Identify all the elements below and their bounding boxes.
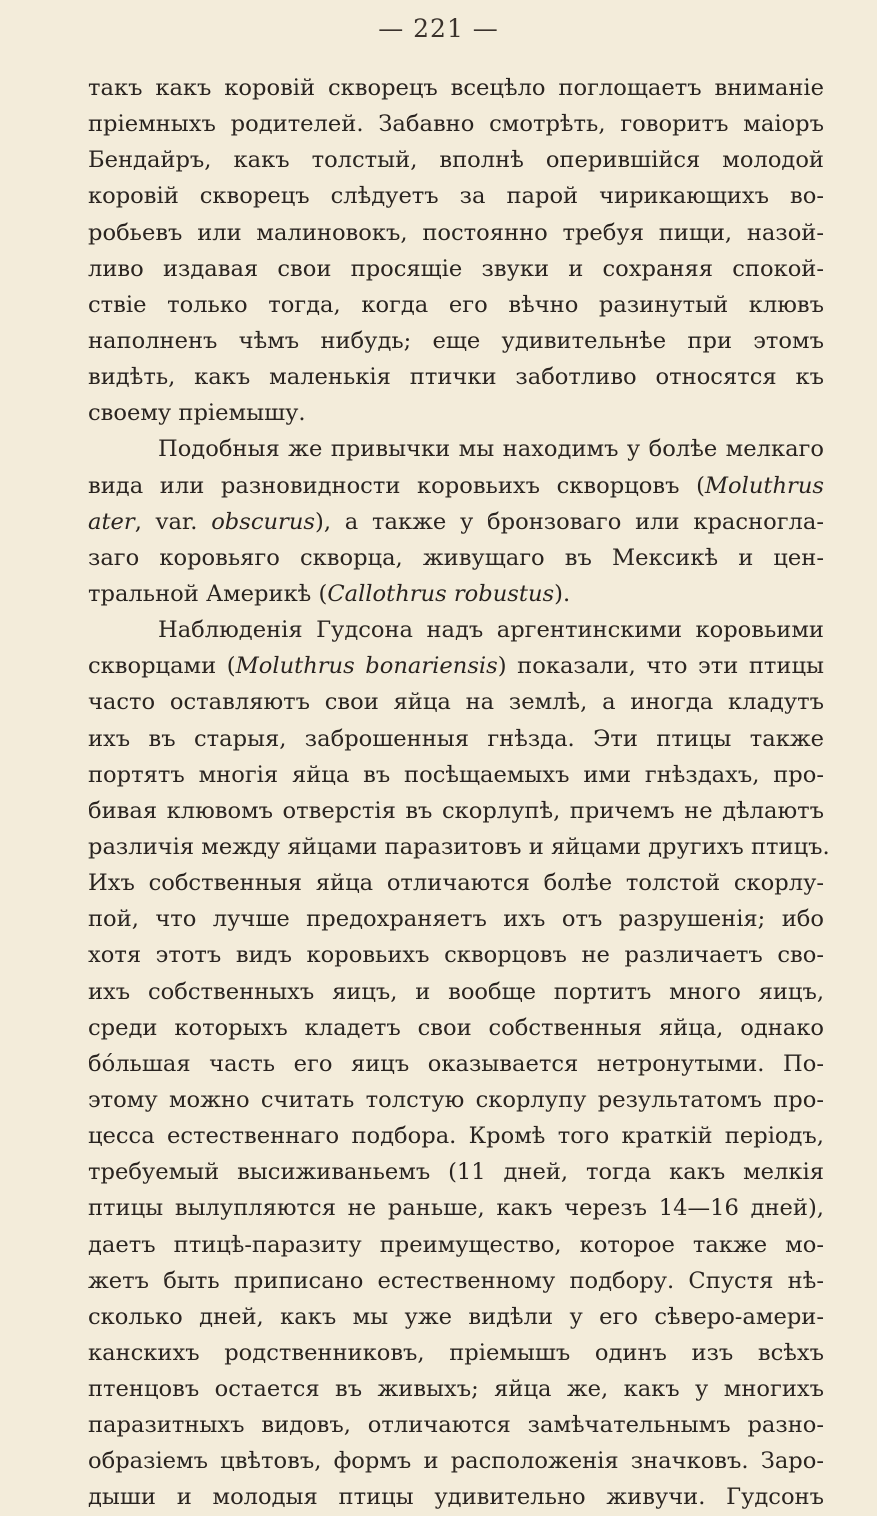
text-segment: различія между яйцами паразитовъ и яйцами другихъ птицъ.	[88, 833, 830, 860]
text-line	[88, 974, 824, 1010]
text-segment: птицы вылупляются не раньше, какъ черезъ 14—16 дней),	[88, 1195, 824, 1222]
text-segment: ствіе только тогда, когда его вѣчно разинутый клювъ	[88, 291, 824, 318]
text-line	[88, 648, 824, 684]
text-segment: своему пріемышу.	[88, 400, 306, 427]
text-segment: образіемъ цвѣтовъ, формъ и расположенія значковъ. Заро-	[88, 1448, 824, 1475]
text-segment: пріемныхъ родителей. Забавно смотрѣть, говоритъ маіоръ	[88, 111, 824, 138]
text-segment: требуемый высиживаньемъ (11 дней, тогда какъ мелкія	[88, 1159, 824, 1186]
text-line	[88, 937, 824, 973]
text-line	[88, 70, 824, 106]
text-segment: робьевъ или малиновокъ, постоянно требуя пищи, назой-	[88, 219, 824, 246]
text-line	[88, 251, 824, 287]
text-segment: , var.	[134, 508, 212, 535]
text-segment: цесса естественнаго подбора. Кромѣ того краткій періодъ,	[88, 1123, 824, 1150]
text-line	[88, 431, 824, 467]
italic-latin-name: Moluthrus	[704, 472, 824, 499]
text-segment: такъ какъ коровій скворецъ всецѣло поглощаетъ вниманіе	[88, 75, 824, 101]
text-segment: дыши и молодыя птицы удивительно живучи. Гудсонъ	[88, 1484, 824, 1511]
text-segment: ).	[554, 580, 571, 607]
text-line	[88, 1443, 824, 1479]
text-segment: Наблюденія Гудсона надъ аргентинскими коровьими	[158, 617, 824, 644]
text-segment: ), а также у бронзоваго или красногла-	[315, 508, 825, 535]
text-line	[88, 287, 824, 323]
text-line	[88, 1299, 824, 1335]
text-segment: этому можно считать толстую скорлупу результатомъ про-	[88, 1086, 824, 1113]
italic-latin-name: Moluthrus bonariensis	[235, 653, 498, 680]
text-segment: ливо издавая свои просящіе звуки и сохраняя спокой-	[88, 255, 824, 282]
text-line	[88, 1227, 824, 1263]
text-segment: Подобныя же привычки мы находимъ у болѣе мелкаго	[158, 436, 824, 463]
text-line	[88, 1407, 824, 1443]
text-line	[88, 395, 824, 431]
page-number: — 221 —	[378, 14, 499, 43]
text-line	[88, 576, 824, 612]
text-line	[88, 793, 824, 829]
text-line	[88, 468, 824, 504]
text-line	[88, 1046, 824, 1082]
text-line	[88, 359, 824, 395]
text-line	[88, 1335, 824, 1371]
text-segment: тральной Америкѣ (	[88, 580, 328, 607]
text-line	[88, 757, 824, 793]
text-line	[88, 1154, 824, 1190]
text-segment: бивая клювомъ отверстія въ скорлупѣ, причемъ не дѣлаютъ	[88, 797, 824, 824]
text-line	[88, 901, 824, 937]
text-segment: коровій скворецъ слѣдуетъ за парой чирикающихъ во-	[88, 183, 824, 210]
text-segment: ихъ въ старыя, заброшенныя гнѣзда. Эти птицы также	[88, 725, 824, 752]
text-segment: заго коровьяго скворца, живущаго въ Мексикѣ и цен-	[88, 544, 824, 571]
text-segment: даетъ птицѣ-паразиту преимущество, которое также мо-	[88, 1231, 824, 1258]
text-segment: видѣть, какъ маленькія птички заботливо относятся къ	[88, 364, 824, 391]
text-segment: хотя этотъ видъ коровьихъ скворцовъ не различаетъ сво-	[88, 942, 824, 969]
text-segment: скворцами (	[88, 653, 236, 680]
text-segment: бóльшая часть его яицъ оказывается нетронутыми. По-	[88, 1050, 824, 1077]
text-line	[88, 106, 824, 142]
text-segment: среди которыхъ кладетъ свои собственныя яйца, однако	[88, 1014, 824, 1041]
body-text	[88, 70, 830, 1516]
text-segment: канскихъ родственниковъ, пріемышъ одинъ изъ всѣхъ	[88, 1339, 824, 1366]
text-segment: жетъ быть приписано естественному подбору. Спустя нѣ-	[88, 1267, 824, 1294]
text-line	[88, 215, 824, 251]
text-line	[88, 684, 824, 720]
text-segment: вида или разновидности коровьихъ скворцовъ (	[88, 472, 705, 499]
text-segment: портятъ многія яйца въ посѣщаемыхъ ими гнѣздахъ, про-	[88, 761, 824, 788]
italic-latin-name: obscurus	[211, 508, 315, 535]
text-line	[88, 865, 824, 901]
text-segment: пой, что лучше предохраняетъ ихъ отъ разрушенія; ибо	[88, 906, 824, 933]
text-line	[88, 178, 824, 214]
italic-latin-name: ater	[88, 508, 135, 535]
text-line	[88, 504, 824, 540]
text-line	[88, 142, 824, 178]
text-segment: ) показали, что эти птицы	[497, 653, 824, 680]
text-line	[88, 1371, 824, 1407]
text-segment: Ихъ собственныя яйца отличаются болѣе толстой скорлу-	[88, 870, 824, 897]
text-line	[88, 1190, 824, 1226]
italic-latin-name: Callothrus robustus	[327, 580, 555, 607]
text-line	[88, 1263, 824, 1299]
text-line	[88, 721, 824, 757]
text-segment: сколько дней, какъ мы уже видѣли у его сѣверо-амери-	[88, 1303, 824, 1330]
text-segment: часто оставляютъ свои яйца на землѣ, а иногда кладутъ	[88, 689, 824, 716]
text-line	[88, 1479, 824, 1515]
text-line	[88, 540, 824, 576]
text-line	[88, 1082, 824, 1118]
text-segment: наполненъ чѣмъ нибудь; еще удивительнѣе при этомъ	[88, 327, 824, 354]
text-line	[88, 323, 824, 359]
text-segment: ихъ собственныхъ яицъ, и вообще портитъ много яицъ,	[88, 978, 824, 1005]
text-segment: паразитныхъ видовъ, отличаются замѣчательнымъ разно-	[88, 1412, 824, 1439]
text-segment: птенцовъ остается въ живыхъ; яйца же, какъ у многихъ	[88, 1376, 824, 1403]
text-line	[88, 1118, 824, 1154]
text-line	[88, 612, 824, 648]
text-segment: Бендайръ, какъ толстый, вполнѣ оперившійся молодой	[88, 147, 824, 174]
text-line	[88, 1010, 824, 1046]
text-line	[88, 829, 830, 865]
